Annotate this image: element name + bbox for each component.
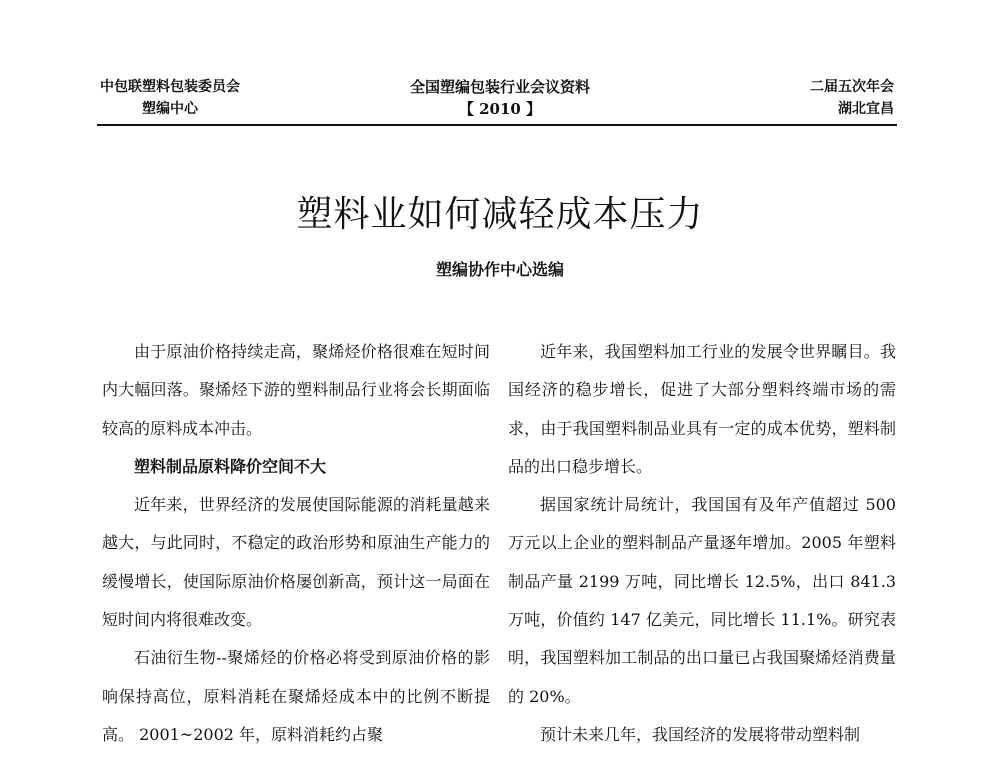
paragraph: 预计未来几年，我国经济的发展将带动塑料制 xyxy=(540,724,861,744)
header-divider xyxy=(97,124,897,126)
paragraph: 近年来，我国塑料加工行业的发展令世界瞩目。我国经济的稳步增长，促进了大部分塑料终端市场的需求，由于我国塑料制品业具有一定的成本优势，塑料制品的出口稳步增长。 xyxy=(508,342,896,476)
header-location: 湖北宜昌 xyxy=(838,101,894,117)
right-column xyxy=(508,333,896,754)
paragraph: 据国家统计局统计，我国国有及年产值超过 500 万元以上企业的塑料制品产量逐年增加。2005 年塑料制品产量 2199 万吨，同比增长 12.5%，出口 841.3 万吨，价值约 147 亿美元，同比增长 11.1%。研究表明，我国塑料加工制品的出口量已占我国聚烯烃消费量的 20%。 xyxy=(508,495,896,706)
header-meeting: 二届五次年会 xyxy=(810,79,894,95)
section-heading: 塑料制品原料降价空间不大 xyxy=(134,456,327,476)
header-organization: 中包联塑料包装委员会 xyxy=(100,79,240,95)
header-right xyxy=(810,76,894,120)
paragraph: 石油衍生物--聚烯烃的价格必将受到原油价格的影响保持高位，原料消耗在聚烯烃成本中的比例不断提高。 2001~2002 年，原料消耗约占聚 xyxy=(102,648,490,744)
header-department: 塑编中心 xyxy=(142,101,198,117)
header-left xyxy=(100,76,240,120)
article-byline: 塑编协作中心选编 xyxy=(435,260,564,279)
header-year: 【 2010 】 xyxy=(458,100,542,118)
paragraph: 由于原油价格持续走高，聚烯烃价格很难在短时间内大幅回落。聚烯烃下游的塑料制品行业将会长期面临较高的原料成本冲击。 xyxy=(102,342,490,438)
paragraph: 近年来，世界经济的发展使国际能源的消耗量越来越大，与此同时，不稳定的政治形势和原油生产能力的缓慢增长，使国际原油价格屡创新高，预计这一局面在短时间内将很难改变。 xyxy=(102,495,490,630)
left-column xyxy=(102,333,490,754)
article-title: 塑料业如何减轻成本压力 xyxy=(296,194,704,235)
header-publication: 全国塑编包装行业会议资料 xyxy=(409,78,590,96)
header-center xyxy=(340,76,660,120)
